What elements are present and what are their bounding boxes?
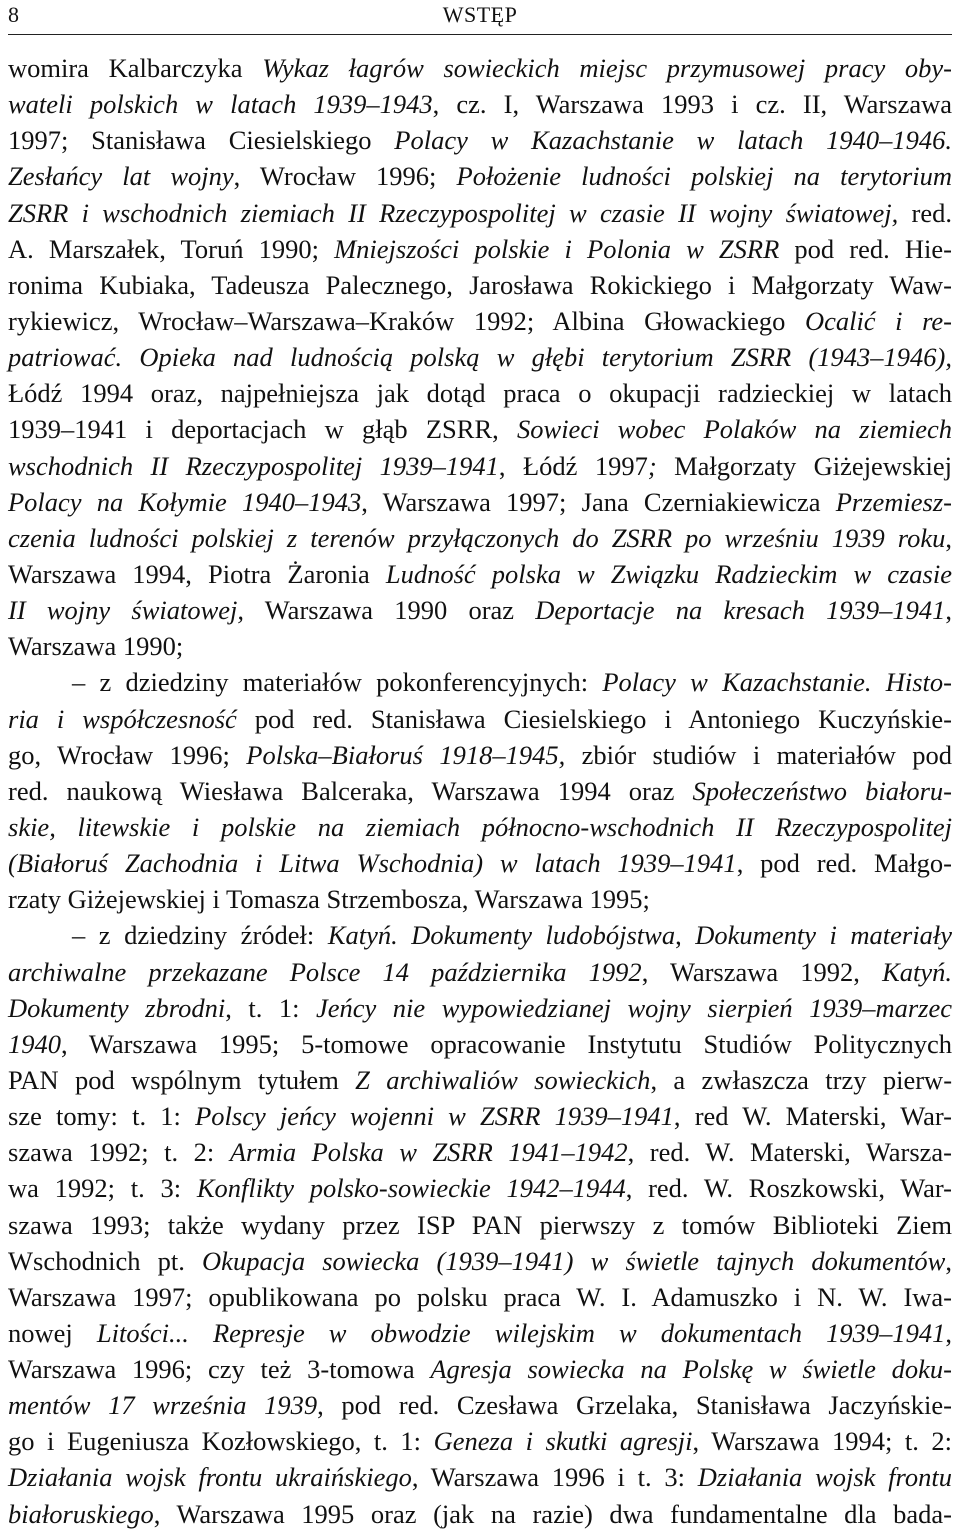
text-line [8,231,952,267]
text-segment: , red. W. Materski, Warsza- [627,1137,952,1168]
italic-title-text: patriować. Opieka nad ludnością polską w głębi terytorium ZSRR (1943–1946), [8,342,952,373]
italic-title-text: Położenie ludności polskiej na terytorium [456,161,952,192]
text-segment: – z dziedziny materiałów pokonferencyjnych: [72,667,603,698]
text-line [8,267,952,303]
text-segment: , a zwłaszcza trzy pierw- [650,1064,953,1095]
italic-title-text: mentów 17 września 1939 [8,1390,318,1421]
text-segment: 1997; Stanisława Ciesielskiego [8,125,395,156]
text-segment: , pod red. Czesława Grzelaka, Stanisława Jaczyńskie- [317,1390,952,1421]
text-line [8,701,952,737]
italic-title-text: 1940 [8,1028,61,1059]
text-segment: szawa 1992; t. 2: [8,1137,230,1168]
text-segment: , [675,920,696,951]
text-segment: , pod red. Małgo- [736,848,952,879]
text-segment: , Warszawa 1997; Jana Czerniakiewicza [361,486,836,517]
text-segment: nowej [8,1317,97,1348]
text-line [8,411,952,447]
italic-title-text: Deportacje na kresach 1939–1941 [535,595,946,626]
italic-title-text: wschodnich II Rzeczypospolitej 1939–1941 [8,450,499,481]
text-line [8,809,952,845]
text-line [8,628,952,664]
text-segment: Warszawa 1990 oraz [244,595,536,626]
italic-title-text: wateli polskich w latach 1939–1943 [8,89,433,120]
text-segment: go i Eugeniusza Kozłowskiego, t. 1: [8,1426,434,1457]
page-number: 8 [8,2,19,27]
italic-title-text: Katyń. Dokumenty ludobójstwa [327,920,676,951]
italic-title-text: archiwalne przekazane Polsce 14 października 1992 [8,956,642,987]
text-line [8,1387,952,1423]
italic-title-text: Katyń. [882,956,952,987]
text-line [8,917,952,953]
italic-title-text: Zesłańcy lat wojny [8,161,234,192]
text-segment: ronima Kubiaka, Tadeusza Palecznego, Jarosława Rokickiego i Małgorzaty Waw- [8,269,952,300]
text-line [8,86,952,122]
text-segment: rzaty Giżejewskiej i Tomasza Strzembosza, Warszawa 1995; [8,884,650,915]
italic-title-text: Ludność polska w Związku Radzieckim w czasie [385,558,952,589]
italic-title-text: Litości... Represje w obwodzie wilejskim w dokumentach 1939–1941 [96,1317,946,1348]
italic-title-text: Polacy w Kazachstanie. Histo- [602,667,952,698]
italic-title-text: Polscy jeńcy wojenni w ZSRR 1939–1941 [195,1101,674,1132]
italic-title-text: Okupacja sowiecka (1939–1941) w świetle tajnych dokumentów [202,1245,946,1276]
italic-title-text: Z archiwaliów sowieckich [355,1064,651,1095]
text-line [8,375,952,411]
italic-title-text: Agresja sowiecka na Polskę w świetle doku- [430,1354,952,1385]
text-line [8,954,952,990]
text-segment: Wschodnich pt. [8,1245,203,1276]
text-segment: , [945,1317,952,1348]
text-segment: , Wrocław 1996; [233,161,457,192]
text-line [8,1134,952,1170]
text-line [8,1315,952,1351]
text-line [8,773,952,809]
text-segment: , t. 1: [225,992,316,1023]
italic-title-text: Ocalić i re- [804,305,952,336]
text-line [8,1207,952,1243]
running-header [8,0,952,35]
text-segment: , red. W. Roszkowski, War- [625,1173,952,1204]
italic-title-text: Działania wojsk frontu ukraińskiego [8,1462,412,1493]
italic-title-text: Dokumenty zbrodni [8,992,226,1023]
text-segment: Warszawa 1990; [8,631,184,662]
text-line [8,520,952,556]
text-segment: Warszawa 1997; opublikowana po polsku praca W. I. Adamuszko i N. W. Iwa- [8,1281,952,1312]
italic-title-text: Konflikty polsko-sowieckie 1942–1944 [196,1173,626,1204]
text-line [8,1279,952,1315]
text-segment: , cz. I, Warszawa 1993 i cz. II, Warszawa [432,89,952,120]
text-segment: go, Wrocław 1996; [8,739,247,770]
text-segment: , Warszawa 1995; 5-tomowe opracowanie Instytutu Studiów Politycznych [61,1028,952,1059]
italic-title-text: II wojny światowej, [8,595,245,626]
text-line [8,1098,952,1134]
text-segment: , [945,595,952,626]
italic-title-text: Działania wojsk frontu [697,1462,952,1493]
italic-title-text: Geneza i skutki agresji [433,1426,693,1457]
text-segment: Łódź 1994 oraz, najpełniejsza jak dotąd praca o okupacji radzieckiej w latach [8,378,952,409]
italic-title-text: Jeńcy nie wypowiedzianej wojny sierpień 1939–marzec [315,992,952,1023]
text-segment: – z dziedziny źródeł: [72,920,328,951]
text-segment: , Warszawa 1992, [641,956,883,987]
text-segment: wa 1992; t. 3: [8,1173,197,1204]
text-line [8,1351,952,1387]
text-line [8,990,952,1026]
italic-title-text: Przemiesz- [835,486,952,517]
text-line [8,737,952,773]
italic-title-text: Sowieci wobec Polaków na ziemiech [517,414,952,445]
italic-title-text: skie, litewskie i polskie na ziemiach północno-wschodnich II Rzeczypospolitej [8,811,952,842]
text-line [8,881,952,917]
text-segment: womira Kalbarczyka [8,53,263,83]
running-title: WSTĘP [442,2,518,27]
text-segment: zbiór studiów i materiałów pod [565,739,952,770]
italic-title-text: Mniejszości polskie i Polonia w ZSRR [334,233,780,264]
italic-title-text: Polacy w Kazachstanie w latach 1940–1946. [394,125,953,156]
italic-title-text: ; [647,450,657,481]
text-line [8,845,952,881]
text-line [8,484,952,520]
text-line [8,448,952,484]
text-line [8,1170,952,1206]
text-segment: Warszawa 1994, Piotra Żaronia [8,558,386,589]
text-segment: red. naukową Wiesława Balceraka, Warszawa 1994 oraz [8,775,693,806]
text-segment: sze tomy: t. 1: [8,1101,196,1132]
italic-title-text: (Białoruś Zachodnia i Litwa Wschodnia) w latach 1939–1941 [8,848,737,879]
italic-title-text: Armia Polska w ZSRR 1941–1942 [229,1137,628,1168]
text-line [8,1062,952,1098]
text-segment: , red W. Materski, War- [673,1101,952,1132]
text-segment: red. [898,197,952,228]
text-segment: szawa 1993; także wydany przez ISP PAN pierwszy z tomów Biblioteki Ziem [8,1209,952,1240]
text-segment: , [945,522,952,553]
text-line [8,1423,952,1459]
text-segment: , [945,1245,952,1276]
text-line [8,1026,952,1062]
text-line [8,339,952,375]
italic-title-text: Polska–Białoruś 1918–1945, [246,739,566,770]
text-line [8,1496,952,1532]
text-line [8,592,952,628]
text-line [8,122,952,158]
text-line [8,303,952,339]
italic-title-text: czenia ludności polskiej z terenów przyłączonych do ZSRR po wrześniu 1939 roku [8,522,946,553]
text-segment: Warszawa 1996; czy też 3-tomowa [8,1354,431,1385]
italic-title-text: Wykaz łagrów sowieckich miejsc przymusowej pracy oby- [262,53,952,83]
italic-title-text: Społeczeństwo białoru- [692,775,952,806]
text-line [8,664,952,700]
italic-title-text: Polacy na Kołymie 1940–1943 [8,486,362,517]
body-text [8,50,952,1532]
text-segment: 1939–1941 i deportacjach w głąb ZSRR, [8,414,518,445]
text-segment: , Łódź 1997 [498,450,648,481]
italic-title-text: białoruskiego [8,1498,154,1529]
text-line [8,50,952,86]
text-segment: , Warszawa 1994; t. 2: [692,1426,953,1457]
text-segment: rykiewicz, Wrocław–Warszawa–Kraków 1992; Albina Głowackiego [8,305,805,336]
italic-title-text: ria i współczesność [8,703,237,734]
italic-title-text: ZSRR i wschodnich ziemiach II Rzeczypospolitej w czasie II wojny światowej, [8,197,899,228]
text-line [8,195,952,231]
text-segment: PAN pod wspólnym tytułem [8,1064,356,1095]
text-segment: , Warszawa 1995 oraz (jak na razie) dwa fundamentalne dla bada- [153,1498,952,1529]
text-line [8,1459,952,1495]
text-segment: A. Marszałek, Toruń 1990; [8,233,335,264]
text-line [8,556,952,592]
text-segment: , Warszawa 1996 i t. 3: [411,1462,698,1493]
text-line [8,158,952,194]
italic-title-text: Dokumenty i materiały [695,920,952,951]
text-line [8,1243,952,1279]
text-segment: pod red. Stanisława Ciesielskiego i Antoniego Kuczyńskie- [236,703,952,734]
text-segment: Małgorzaty Giżejewskiej [656,450,952,481]
text-segment: pod red. Hie- [779,233,952,264]
